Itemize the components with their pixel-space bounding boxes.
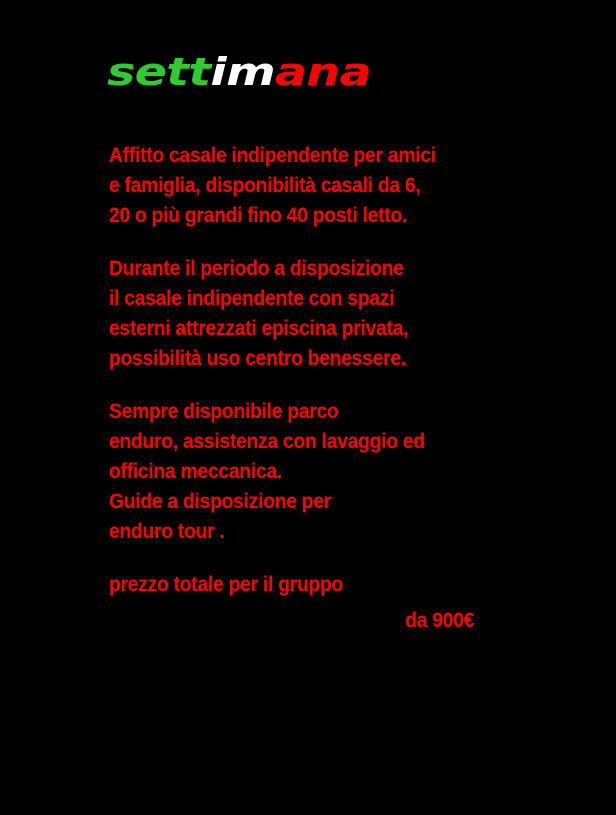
title-part-green: sett xyxy=(107,50,211,94)
text-line: Affitto casale indipendente per amici xyxy=(109,144,436,167)
text-line: Guide a disposizione per xyxy=(109,490,332,513)
paragraph-rental xyxy=(109,141,579,231)
description-text xyxy=(109,141,579,636)
paragraph-enduro xyxy=(109,397,579,547)
title-part-white: im xyxy=(210,50,275,94)
text-line: Durante il periodo a disposizione xyxy=(109,257,404,280)
text-line: officina meccanica. xyxy=(109,460,283,483)
paragraph-period xyxy=(109,254,579,374)
title-part-red: ana xyxy=(274,50,372,94)
text-line: e famiglia, disponibilità casali da 6, xyxy=(109,174,421,197)
text-line: possibilità uso centro benessere. xyxy=(109,347,406,370)
text-line: esterni attrezzati episcina privata, xyxy=(109,317,409,340)
price-value: da 900€ xyxy=(405,609,475,632)
page-title xyxy=(107,52,371,92)
paragraph-price xyxy=(109,570,579,636)
text-line: 20 o più grandi fino 40 posti letto. xyxy=(109,204,408,227)
text-line: enduro, assistenza con lavaggio ed xyxy=(109,430,425,453)
text-line: enduro tour . xyxy=(109,520,225,543)
text-line: il casale indipendente con spazi xyxy=(109,287,395,310)
text-line: Sempre disponibile parco xyxy=(109,400,339,423)
text-line: prezzo totale per il gruppo xyxy=(109,573,344,596)
